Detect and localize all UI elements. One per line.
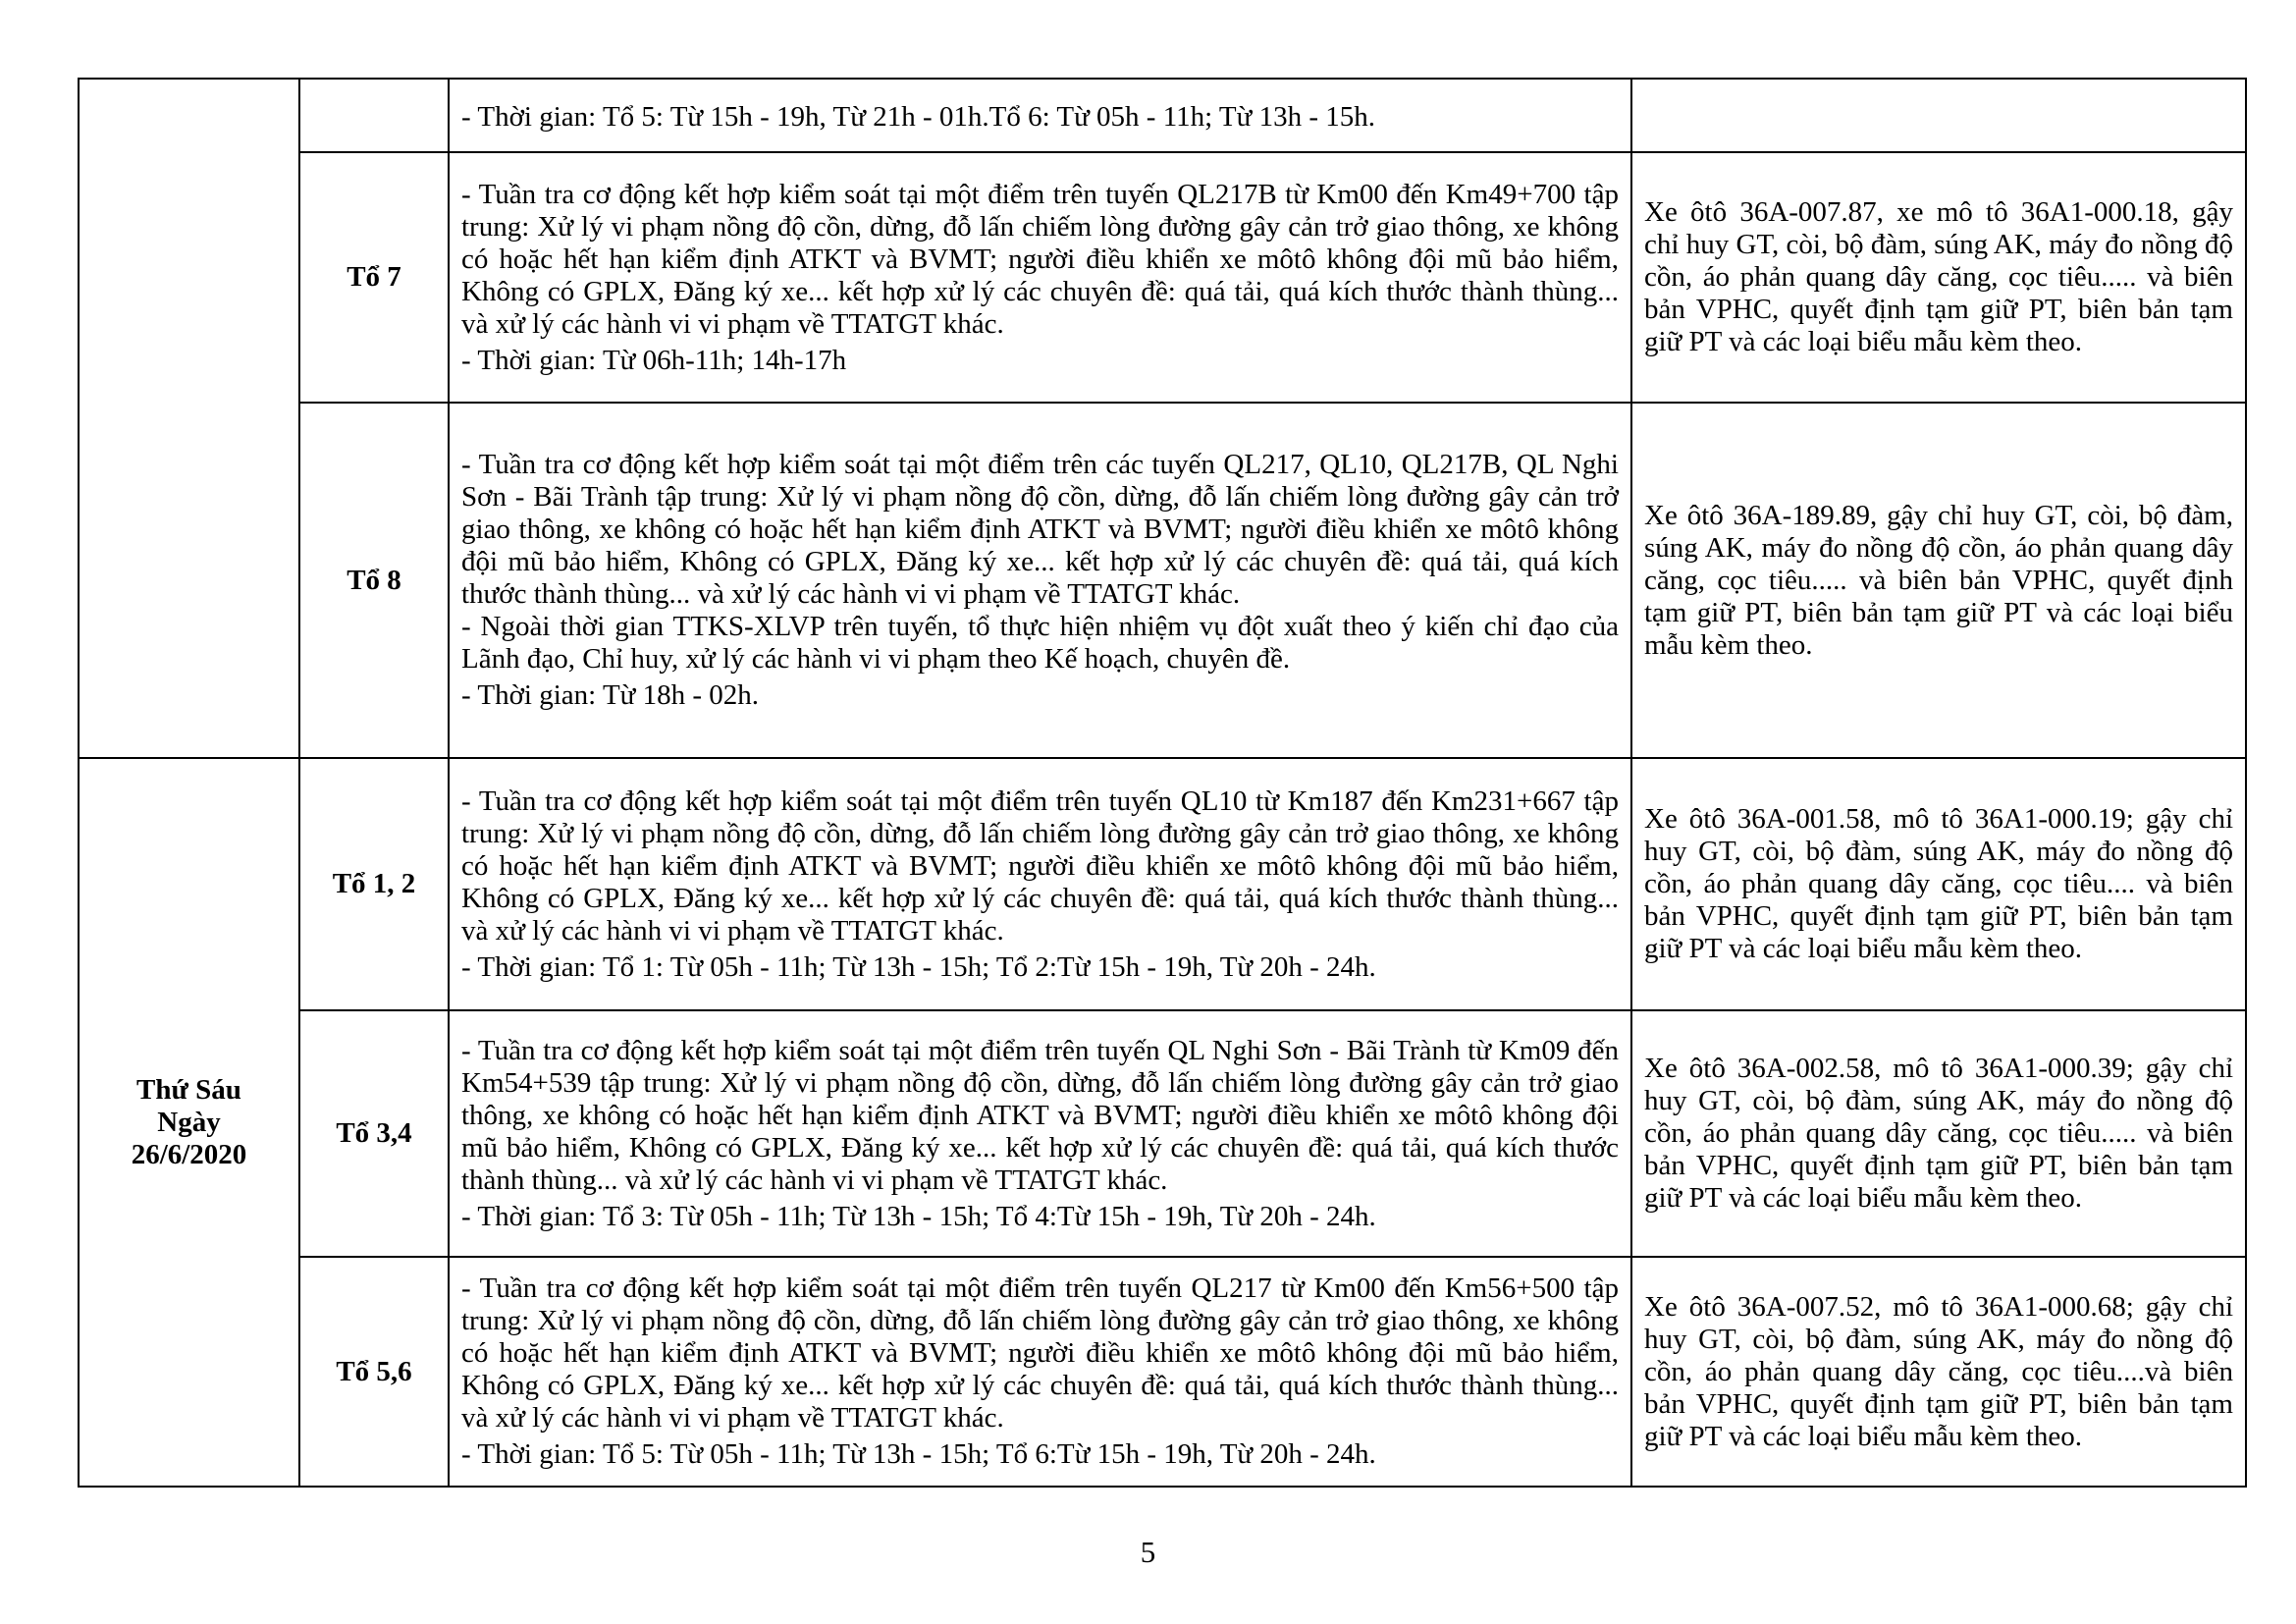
table-row [79, 403, 2246, 758]
table-row [79, 758, 2246, 1010]
task-time: - Thời gian: Tổ 5: Từ 05h - 11h; Từ 13h - 15h; Tổ 6:Từ 15h - 19h, Từ 20h - 24h. [461, 1438, 1376, 1470]
task-note: - Ngoài thời gian TTKS-XLVP trên tuyến, tổ thực hiện nhiệm vụ đột xuất theo ý kiến chỉ đạo của Lãnh đạo, Chỉ huy, xử lý các hành vi vi phạm theo Kế hoạch, chuyên đề. [461, 611, 1619, 675]
task-description: - Tuần tra cơ động kết hợp kiểm soát tại một điểm trên tuyến QL Nghi Sơn - Bãi Trành từ Km09 đến Km54+539 tập trung: Xử lý vi phạm nồng độ cồn, dừng, đỗ lấn chiếm lòng đường gây cản trở giao thông, xe không có hoặc hết hạn kiểm định ATKT và BVMT; người điều khiển xe môtô không đội mũ bảo hiểm, Không có GPLX, Đăng ký xe... kết hợp xử lý các chuyên đề: quá tải, quá kích thước thành thùng... và xử lý các hành vi vi phạm về TTATGT khác. [461, 1034, 1619, 1196]
task-time: - Thời gian: Tổ 3: Từ 05h - 11h; Từ 13h - 15h; Tổ 4:Từ 15h - 19h, Từ 20h - 24h. [461, 1200, 1376, 1232]
task-time: - Thời gian: Từ 18h - 02h. [461, 679, 760, 711]
day-cell-previous [79, 79, 299, 758]
task-time: - Thời gian: Tổ 1: Từ 05h - 11h; Từ 13h - 15h; Tổ 2:Từ 15h - 19h, Từ 20h - 24h. [461, 950, 1376, 983]
task-description: - Tuần tra cơ động kết hợp kiểm soát tại một điểm trên tuyến QL10 từ Km187 đến Km231+667 tập trung: Xử lý vi phạm nồng độ cồn, dừng, đỗ lấn chiếm lòng đường gây cản trở giao thông, xe không có hoặc hết hạn kiểm định ATKT và BVMT; người điều khiển xe môtô không đội mũ bảo hiểm, Không có GPLX, Đăng ký xe... kết hợp xử lý các chuyên đề: quá tải, quá kích thước thành thùng... và xử lý các hành vi vi phạm về TTATGT khác. [461, 785, 1619, 947]
task-time: - Thời gian: Tổ 5: Từ 15h - 19h, Từ 21h - 01h.Tổ 6: Từ 05h - 11h; Từ 13h - 15h. [461, 101, 1375, 133]
team-cell [299, 79, 449, 152]
task-cell [449, 1257, 1631, 1487]
equipment-cell: Xe ôtô 36A-001.58, mô tô 36A1-000.19; gậy chỉ huy GT, còi, bộ đàm, súng AK, máy đo nồng độ cồn, áo phản quang dây căng, cọc tiêu.... và biên bản VPHC, quyết định tạm giữ PT, biên bản tạm giữ PT và các loại biểu mẫu kèm theo. [1631, 758, 2246, 1010]
day-label: Ngày [157, 1106, 221, 1138]
task-cell [449, 1010, 1631, 1257]
equipment-cell: Xe ôtô 36A-007.87, xe mô tô 36A1-000.18, gậy chỉ huy GT, còi, bộ đàm, súng AK, máy đo nồng độ cồn, áo phản quang dây căng, cọc tiêu..... và biên bản VPHC, quyết định tạm giữ PT, biên bản tạm giữ PT và các loại biểu mẫu kèm theo. [1631, 152, 2246, 403]
page-number: 5 [1140, 1535, 1156, 1569]
equipment-cell [1631, 79, 2246, 152]
day-date: 26/6/2020 [131, 1138, 247, 1170]
equipment-cell: Xe ôtô 36A-189.89, gậy chỉ huy GT, còi, bộ đàm, súng AK, máy đo nồng độ cồn, áo phản quang dây căng, cọc tiêu..... và biên bản VPHC, quyết định tạm giữ PT, biên bản tạm giữ PT và các loại biểu mẫu kèm theo. [1631, 403, 2246, 758]
team-cell: Tổ 1, 2 [299, 758, 449, 1010]
task-description: - Tuần tra cơ động kết hợp kiểm soát tại một điểm trên các tuyến QL217, QL10, QL217B, QL Nghi Sơn - Bãi Trành tập trung: Xử lý vi phạm nồng độ cồn, dừng, đỗ lấn chiếm lòng đường gây cản trở giao thông, xe không có hoặc hết hạn kiểm định ATKT và BVMT; người điều khiển xe môtô không đội mũ bảo hiểm, Không có GPLX, Đăng ký xe... kết hợp xử lý các chuyên đề: quá tải, quá kích thước thành thùng... và xử lý các hành vi vi phạm về TTATGT khác. [461, 449, 1619, 610]
task-cell [449, 79, 1631, 152]
day-cell [79, 758, 299, 1487]
equipment-cell: Xe ôtô 36A-007.52, mô tô 36A1-000.68; gậy chỉ huy GT, còi, bộ đàm, súng AK, máy đo nồng độ cồn, áo phản quang dây căng, cọc tiêu....và biên bản VPHC, quyết định tạm giữ PT, biên bản tạm giữ PT và các loại biểu mẫu kèm theo. [1631, 1257, 2246, 1487]
table-row [79, 152, 2246, 403]
day-weekday: Thứ Sáu [136, 1073, 241, 1106]
task-cell [449, 152, 1631, 403]
task-cell [449, 403, 1631, 758]
task-description: - Tuần tra cơ động kết hợp kiểm soát tại một điểm trên tuyến QL217 từ Km00 đến Km56+500 tập trung: Xử lý vi phạm nồng độ cồn, dừng, đỗ lấn chiếm lòng đường gây cản trở giao thông, xe không có hoặc hết hạn kiểm định ATKT và BVMT; người điều khiển xe môtô không đội mũ bảo hiểm, Không có GPLX, Đăng ký xe... kết hợp xử lý các chuyên đề: quá tải, quá kích thước thành thùng... và xử lý các hành vi vi phạm về TTATGT khác. [461, 1272, 1619, 1434]
team-cell: Tổ 3,4 [299, 1010, 449, 1257]
team-cell: Tổ 5,6 [299, 1257, 449, 1487]
patrol-schedule-table [78, 78, 2247, 1488]
team-cell: Tổ 8 [299, 403, 449, 758]
table-row [79, 79, 2246, 152]
table-row [79, 1257, 2246, 1487]
table-row [79, 1010, 2246, 1257]
team-cell: Tổ 7 [299, 152, 449, 403]
equipment-cell: Xe ôtô 36A-002.58, mô tô 36A1-000.39; gậy chỉ huy GT, còi, bộ đàm, súng AK, máy đo nồng độ cồn, áo phản quang dây căng, cọc tiêu..... và biên bản VPHC, quyết định tạm giữ PT, biên bản tạm giữ PT và các loại biểu mẫu kèm theo. [1631, 1010, 2246, 1257]
task-time: - Thời gian: Từ 06h-11h; 14h-17h [461, 344, 847, 376]
task-description: - Tuần tra cơ động kết hợp kiểm soát tại một điểm trên tuyến QL217B từ Km00 đến Km49+700 tập trung: Xử lý vi phạm nồng độ cồn, dừng, đỗ lấn chiếm lòng đường gây cản trở giao thông, xe không có hoặc hết hạn kiểm định ATKT và BVMT; người điều khiển xe môtô không đội mũ bảo hiểm, Không có GPLX, Đăng ký xe... kết hợp xử lý các chuyên đề: quá tải, quá kích thước thành thùng... và xử lý các hành vi vi phạm về TTATGT khác. [461, 178, 1619, 340]
task-cell [449, 758, 1631, 1010]
